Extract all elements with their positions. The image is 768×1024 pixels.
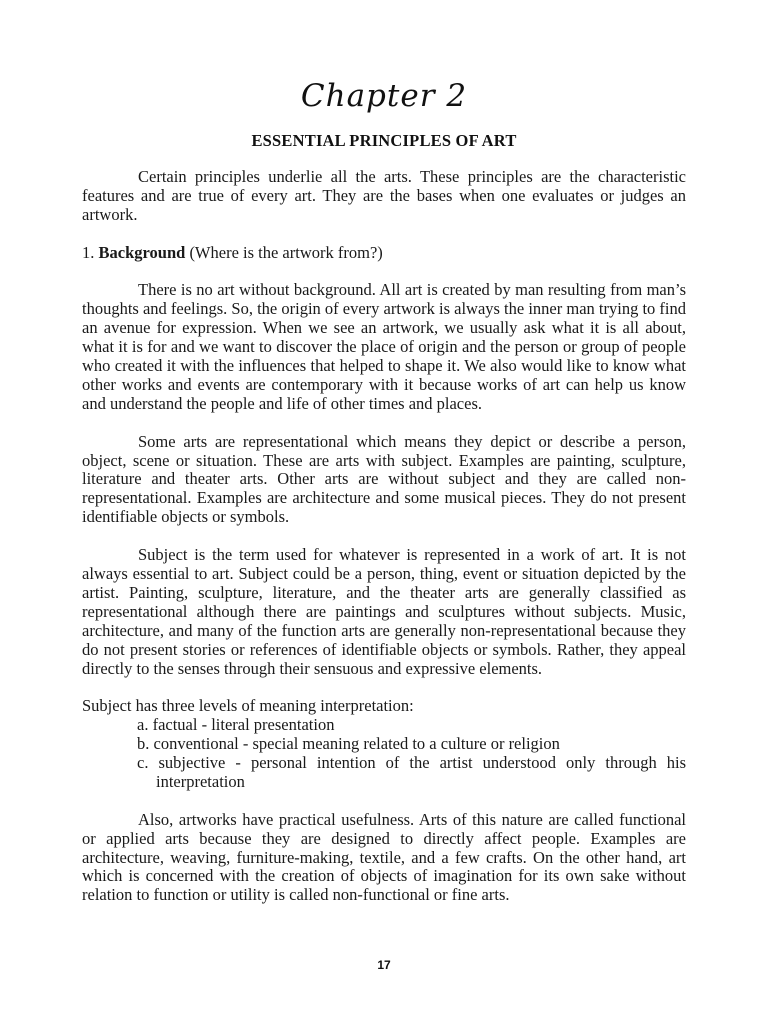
heading-title: Background bbox=[98, 242, 186, 262]
levels-intro: Subject has three levels of meaning interpretation: bbox=[82, 696, 414, 716]
closing-paragraph: Also, artworks have practical usefulness. Arts of this nature are called functional or applied arts because they are designed to directly affect people. Examples are architecture, weaving, furniture-making, textile, and a few crafts. On the other hand, art which is concerned with the creation of objects of imagination for its own sake without relation to function or utility is called non-functional or fine arts. bbox=[82, 809, 686, 905]
list-item: b. conventional - special meaning related to a culture or religion bbox=[137, 734, 560, 754]
heading-subtitle: (Where is the artwork from?) bbox=[189, 242, 383, 262]
paragraph-subject: Subject is the term used for whatever is represented in a work of art. It is not always essential to art. Subject could be a person, thing, event or situation depicted by the artist. Painting, sculpture, literature, and the theater arts are generally classified as representational although there are paintings and sculptures without subjects. Music, architecture, and many of the function arts are generally non-representational because they do not present stories or references of identifiable objects or symbols. Rather, they appeal directly to the senses through their sensuous and expressive elements. bbox=[82, 545, 686, 678]
chapter-title: Chapter 2 bbox=[300, 78, 468, 114]
paragraph-representational: Some arts are representational which means they depict or describe a person, object, scene or situation. These are arts with subject. Examples are painting, sculpture, literature and theater arts. Other arts are without subject and they are called non-representational. Examples are architecture and some musical pieces. They do not present identifiable objects or symbols. bbox=[82, 431, 686, 527]
levels-list bbox=[82, 716, 686, 792]
paragraph-origin: There is no art without background. All art is created by man resulting from man’s thoughts and feelings. So, the origin of every artwork is always the inner man trying to find an avenue for expression. When we see an artwork, we usually ask what it is all about, what it is for and we want to discover the place of origin and the person or group of people who created it with the influences that helped to shape it. We also would like to know what other works and events are contemporary with it because works of art can help us know and understand the people and life of other times and places. bbox=[82, 280, 686, 413]
list-item: a. factual - literal presentation bbox=[137, 715, 335, 735]
background-heading bbox=[82, 244, 686, 263]
section-title: ESSENTIAL PRINCIPLES OF ART bbox=[251, 131, 517, 150]
page-number: 17 bbox=[377, 958, 391, 972]
heading-number: 1. bbox=[82, 242, 95, 262]
list-item: c. subjective - personal intention of the artist understood only through his interpretation bbox=[137, 753, 686, 791]
intro-paragraph: Certain principles underlie all the arts. These principles are the characteristic features and are true of every art. They are the bases when one evaluates or judges an artwork. bbox=[82, 167, 686, 224]
body-text bbox=[82, 168, 686, 905]
